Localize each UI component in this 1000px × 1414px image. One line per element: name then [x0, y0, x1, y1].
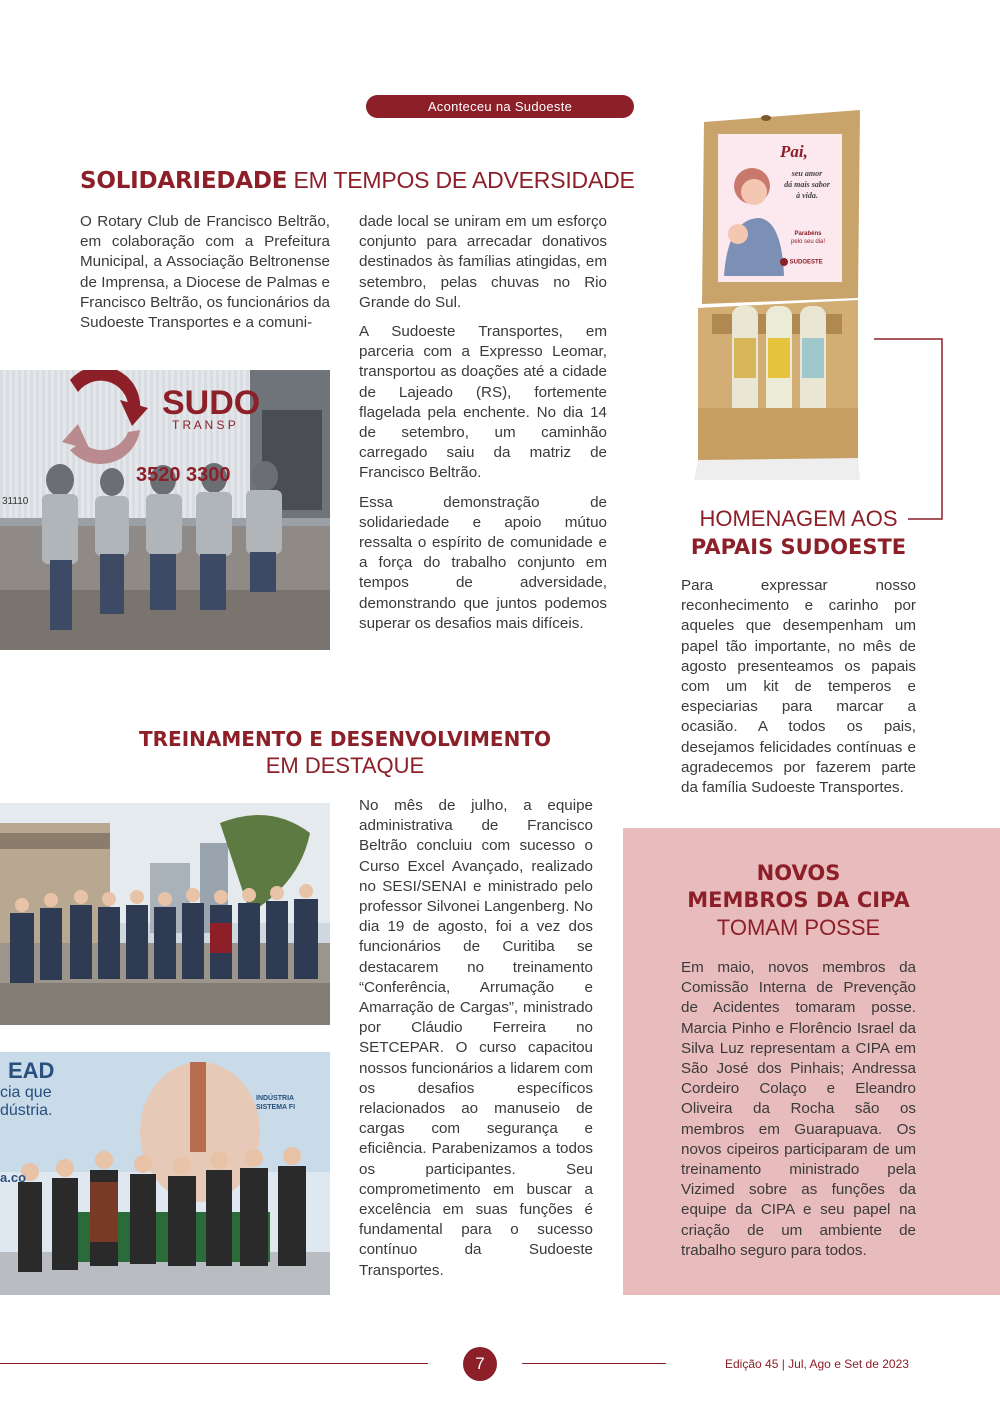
banner-text: dústria.: [0, 1102, 53, 1119]
truck-photo: [0, 370, 330, 650]
edition-info: Edição 45 | Jul, Ago e Set de 2023: [725, 1357, 909, 1371]
banner-text: EAD: [8, 1058, 55, 1083]
paragraph: No mês de julho, a equipe administrativa de Francisco Beltrão concluiu com sucesso o Curso Excel Avançado, realizado no SESI/SENAI e ministrado pelo professor Silvonei Langenberg. No dia 19 de agosto, foi a vez dos funcionários de Curitiba se destacarem no treinamento “Conferência, Arrumação e Amarração de Cargas”, ministrado por Cláudio Ferreira no SETCEPAR. O curso capacitou nossos funcionários a lidarem com os desafios específicos relacionados ao manuseio de cargas com segurança e eficiência. Parabenizamos a todos os participantes. Seu comprometimento em buscar a excelência em suas funções é fundamental para o sucesso contínuo da Sudoeste Transportes.: [359, 797, 593, 1279]
truck-plate: 31110: [2, 496, 29, 507]
footer-rule-right: [522, 1363, 666, 1364]
article-cipa-body: [681, 958, 916, 1270]
training-group-photo-outdoor: [0, 803, 330, 1025]
truck-logo-sub: T R A N S P: [172, 418, 236, 432]
article-solidariedade-title: [80, 167, 635, 194]
truck-logo: SUDO: [162, 384, 261, 422]
fathers-day-gift-photo: [694, 108, 860, 480]
training-group-photo-indoor: [0, 1052, 330, 1295]
title-line: HOMENAGEM AOS: [699, 506, 898, 531]
title-line-bold: PAPAIS SUDOESTE: [690, 535, 907, 559]
banner-url: a.co: [0, 1170, 27, 1185]
brand-logo-icon: [780, 258, 788, 266]
title-line-bold: NOVOS: [756, 861, 841, 885]
article-cipa-title: [681, 860, 916, 942]
page-number: 7: [463, 1347, 497, 1381]
card-brand-text: SUDOESTE: [789, 259, 823, 266]
banner-sign-line: INDÚSTRIA: [256, 1095, 295, 1102]
gift-card: [718, 134, 842, 282]
banner-sign: [256, 1094, 295, 1112]
card-line: dá mais sabor: [784, 180, 830, 189]
banner-text: cia que: [0, 1084, 52, 1101]
article-solidariedade-col2: [359, 212, 607, 643]
title-line-bold: TREINAMENTO E DESENVOLVIMENTO: [139, 727, 551, 751]
card-line: seu amor: [791, 169, 823, 178]
article-solidariedade-col1: [80, 212, 330, 342]
card-congrats: [778, 230, 838, 246]
truck-phone: 3520 3300: [136, 464, 231, 486]
card-brand: [780, 258, 823, 266]
article-treinamento-body: [359, 796, 593, 1290]
banner-sign-line: SISTEMA FI: [256, 1104, 296, 1111]
paragraph: O Rotary Club de Francisco Beltrão, em colaboração com a Prefeitura Municipal, a Associação Beltronense de Imprensa, a Diocese de Palmas e Francisco Beltrão, os funcionários da Sudoeste Transportes e a comuni-: [80, 213, 330, 332]
paragraph: A Sudoeste Transportes, em parceria com a Expresso Leomar, transportou as doações até a cidade de Lajeado (RS), fortemente flagelada pela enchente. No dia 14 de setembro, um caminhão carregado saiu da matriz de Francisco Beltrão.: [359, 323, 607, 482]
article-papais-body: [681, 576, 916, 807]
title-line-bold: MEMBROS DA CIPA: [687, 888, 910, 912]
card-message: [774, 168, 840, 201]
paragraph: dade local se uniram em um esforço conjunto para arrecadar donativos destinados às famílias atingidas, em setembro, pelas chuvas no Rio Grande do Sul.: [359, 213, 607, 311]
title-line: EM DESTAQUE: [265, 753, 425, 778]
card-title: Pai,: [780, 142, 808, 161]
article-papais-title: [681, 505, 916, 561]
title-line: TOMAM POSSE: [716, 915, 881, 940]
card-congrats-line: Parabéns: [794, 231, 822, 237]
outdoor-group-illustration: [0, 803, 330, 1025]
section-label: Aconteceu na Sudoeste: [366, 95, 634, 118]
footer-rule-left: [0, 1363, 428, 1364]
title-bold: SOLIDARIEDADE: [80, 168, 288, 194]
paragraph: Em maio, novos membros da Comissão Interna de Prevenção de Acidentes tomaram posse. Marcia Pinho e Florêncio Israel da Silva Luz representam a CIPA em São José dos Pinhais; Andressa Cordeiro Colaço e Eleandro Oliveira da Rocha são os membros em Guarapuava. Os novos cipeiros participaram de um treinamento ministrado pela Vizimed sobre as funções da equipe da CIPA e seu papel na criação de um ambiente de trabalho seguro para todos.: [681, 959, 916, 1259]
card-line: à vida.: [796, 191, 818, 200]
paragraph: Para expressar nosso reconhecimento e carinho por aqueles que desempenham um papel tão importante, no mês de agosto presenteamos os papais com um kit de temperos e especiarias para marcar a ocasião. A todos os pais, desejamos felicidades contínuas e agradecemos por fazerem parte da família Sudoeste Transportes.: [681, 577, 916, 797]
card-congrats-line: pelo seu dia!: [790, 239, 826, 245]
title-rest: EM TEMPOS DE ADVERSIDADE: [293, 167, 635, 193]
paragraph: Essa demonstração de solidariedade e apoio mútuo ressalta o espírito de comunidade e a força do trabalho conjunto em tempos de adversidade, demonstrando que juntos podemos superar os desafios mais difíceis.: [359, 493, 607, 632]
bracket-connector: [874, 338, 944, 522]
article-treinamento-title: [80, 726, 610, 780]
